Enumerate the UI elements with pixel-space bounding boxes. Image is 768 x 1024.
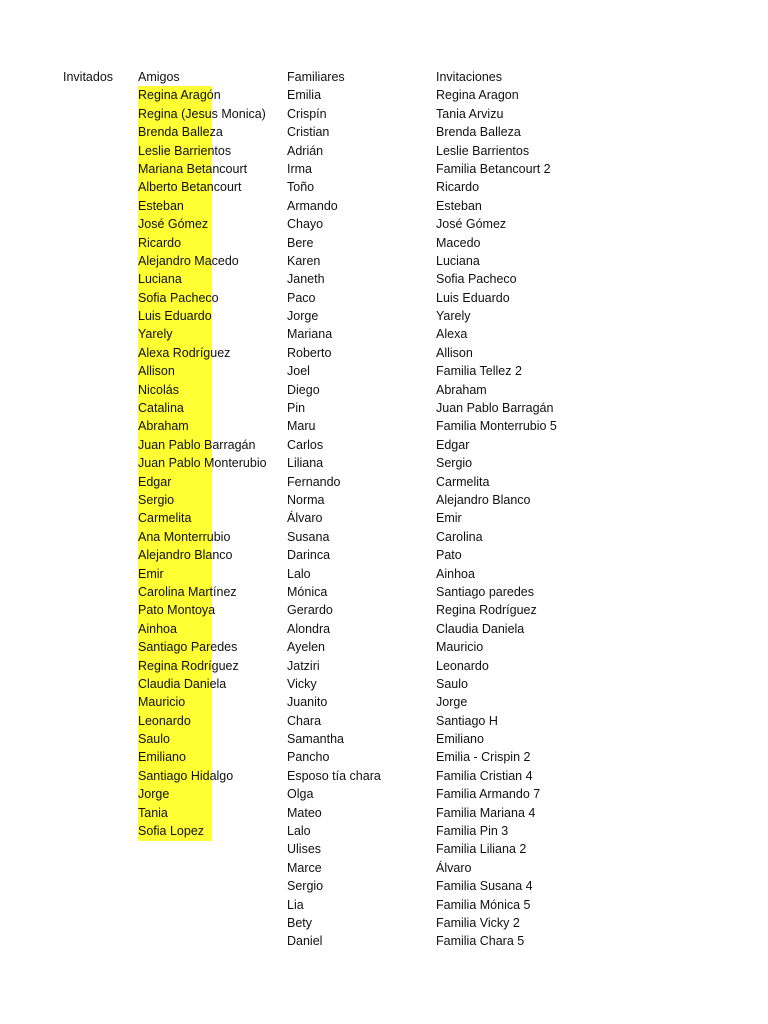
- familiares-row: Álvaro: [287, 511, 323, 526]
- invitaciones-row: Regina Rodríguez: [436, 603, 537, 618]
- amigos-row: Mauricio: [138, 695, 186, 710]
- familiares-row: Mónica: [287, 584, 328, 599]
- familiares-row: Pin: [287, 401, 306, 416]
- invitaciones-row: Regina Aragon: [436, 88, 519, 103]
- familiares-row: Olga: [287, 787, 314, 802]
- familiares-row: Alondra: [287, 621, 331, 636]
- amigos-row: Ainhoa: [138, 621, 177, 636]
- invitaciones-row: Jorge: [436, 695, 468, 710]
- amigos-row: Luis Eduardo: [138, 309, 212, 324]
- familiares-row: Jatziri: [287, 658, 320, 673]
- invitaciones-row: Alexa: [436, 327, 468, 342]
- amigos-row: Nicolás: [138, 382, 179, 397]
- amigos-row: Tania: [138, 805, 168, 820]
- invitaciones-row: Claudia Daniela: [436, 621, 525, 636]
- column-invitaciones: [436, 68, 636, 951]
- column-familiares: [287, 68, 432, 951]
- amigos-row: José Gómez: [138, 217, 209, 232]
- familiares-row: Karen: [287, 253, 321, 268]
- invitaciones-row: Saulo: [436, 676, 468, 691]
- invitaciones-row: Ricardo: [436, 180, 480, 195]
- invitaciones-row: Carolina: [436, 529, 483, 544]
- invitaciones-row: Familia Vicky 2: [436, 915, 520, 930]
- familiares-row: Armando: [287, 198, 338, 213]
- familiares-row: Norma: [287, 492, 325, 507]
- invitaciones-row: Esteban: [436, 198, 482, 213]
- amigos-row: Juan Pablo Barragán: [138, 437, 256, 452]
- familiares-row: Ayelen: [287, 640, 325, 655]
- amigos-row: Allison: [138, 364, 175, 379]
- familiares-row: Adrián: [287, 143, 324, 158]
- familiares-row: Lalo: [287, 824, 311, 839]
- amigos-list: [138, 86, 283, 840]
- familiares-list: [287, 86, 432, 950]
- header-invitaciones: Invitaciones: [436, 70, 503, 84]
- invitaciones-row: Yarely: [436, 309, 471, 324]
- invitaciones-row: Familia Cristian 4: [436, 768, 533, 783]
- familiares-row: Maru: [287, 419, 316, 434]
- familiares-row: Susana: [287, 529, 330, 544]
- amigos-row: Sofia Lopez: [138, 824, 205, 839]
- invitaciones-row: Santiago H: [436, 713, 498, 728]
- familiares-row: Cristian: [287, 125, 330, 140]
- amigos-row: Abraham: [138, 419, 189, 434]
- invitaciones-row: Emir: [436, 511, 462, 526]
- familiares-row: Crispín: [287, 106, 327, 121]
- invitaciones-row: Tania Arvizu: [436, 106, 504, 121]
- amigos-row: Catalina: [138, 401, 184, 416]
- amigos-row: Santiago Hidalgo: [138, 768, 234, 783]
- invitaciones-row: Leonardo: [436, 658, 489, 673]
- familiares-row: Janeth: [287, 272, 325, 287]
- amigos-row: Yarely: [138, 327, 173, 342]
- header-invitados: Invitados: [63, 70, 114, 84]
- familiares-row: Liliana: [287, 456, 324, 471]
- familiares-row: Chara: [287, 713, 322, 728]
- invitaciones-row: Abraham: [436, 382, 487, 397]
- invitaciones-row: Edgar: [436, 437, 470, 452]
- amigos-row: Jorge: [138, 787, 170, 802]
- amigos-row: Alejandro Blanco: [138, 548, 233, 563]
- invitaciones-row: Ainhoa: [436, 566, 475, 581]
- invitaciones-row: Pato: [436, 548, 462, 563]
- amigos-row: Juan Pablo Monterubio: [138, 456, 267, 471]
- amigos-row: Claudia Daniela: [138, 676, 227, 691]
- amigos-row: Regina (Jesus Monica): [138, 106, 266, 121]
- familiares-row: Mateo: [287, 805, 322, 820]
- amigos-row: Edgar: [138, 474, 172, 489]
- amigos-row: Pato Montoya: [138, 603, 216, 618]
- header-familiares: Familiares: [287, 70, 345, 84]
- invitaciones-row: Emilia - Crispin 2: [436, 750, 531, 765]
- invitaciones-row: Macedo: [436, 235, 481, 250]
- invitaciones-row: Familia Monterrubio 5: [436, 419, 557, 434]
- invitaciones-row: Emiliano: [436, 732, 484, 747]
- invitaciones-row: Luis Eduardo: [436, 290, 510, 305]
- invitaciones-row: Familia Susana 4: [436, 879, 533, 894]
- amigos-row: Alexa Rodríguez: [138, 345, 231, 360]
- invitaciones-list: [436, 86, 636, 950]
- invitaciones-row: Santiago paredes: [436, 584, 534, 599]
- familiares-row: Carlos: [287, 437, 324, 452]
- header-amigos: Amigos: [138, 70, 180, 84]
- amigos-row: Leonardo: [138, 713, 191, 728]
- familiares-row: Samantha: [287, 732, 344, 747]
- invitaciones-row: Familia Betancourt 2: [436, 161, 551, 176]
- familiares-row: Sergio: [287, 879, 324, 894]
- amigos-row: Emir: [138, 566, 164, 581]
- invitaciones-row: Carmelita: [436, 474, 490, 489]
- familiares-row: Lia: [287, 897, 304, 912]
- familiares-row: Toño: [287, 180, 315, 195]
- familiares-row: Lalo: [287, 566, 311, 581]
- amigos-row: Sergio: [138, 492, 175, 507]
- amigos-row: Alberto Betancourt: [138, 180, 242, 195]
- amigos-row: Carmelita: [138, 511, 192, 526]
- familiares-row: Marce: [287, 860, 322, 875]
- familiares-row: Bety: [287, 915, 313, 930]
- familiares-row: Vicky: [287, 676, 317, 691]
- amigos-row: Carolina Martínez: [138, 584, 237, 599]
- invitaciones-row: Álvaro: [436, 860, 472, 875]
- familiares-row: Ulises: [287, 842, 322, 857]
- familiares-row: Pancho: [287, 750, 330, 765]
- amigos-row: Sofia Pacheco: [138, 290, 219, 305]
- familiares-row: Irma: [287, 161, 312, 176]
- amigos-row: Brenda Balleza: [138, 125, 223, 140]
- amigos-row: Leslie Barrientos: [138, 143, 232, 158]
- familiares-row: Paco: [287, 290, 316, 305]
- familiares-row: Juanito: [287, 695, 328, 710]
- amigos-row: Regina Rodríguez: [138, 658, 239, 673]
- amigos-row: Luciana: [138, 272, 182, 287]
- familiares-row: Gerardo: [287, 603, 333, 618]
- invitaciones-row: Familia Liliana 2: [436, 842, 527, 857]
- invitaciones-row: Allison: [436, 345, 473, 360]
- column-amigos: [138, 68, 283, 840]
- invitaciones-row: Familia Armando 7: [436, 787, 541, 802]
- column-invitados: [63, 68, 133, 86]
- familiares-row: Roberto: [287, 345, 332, 360]
- invitaciones-row: Sergio: [436, 456, 473, 471]
- invitaciones-row: Familia Mónica 5: [436, 897, 531, 912]
- invitaciones-row: Sofia Pacheco: [436, 272, 517, 287]
- invitaciones-row: Familia Mariana 4: [436, 805, 536, 820]
- familiares-row: Jorge: [287, 309, 319, 324]
- invitaciones-row: Leslie Barrientos: [436, 143, 530, 158]
- invitaciones-row: Familia Chara 5: [436, 934, 525, 949]
- invitaciones-row: Familia Pin 3: [436, 824, 509, 839]
- amigos-row: Ana Monterrubio: [138, 529, 231, 544]
- amigos-row: Santiago Paredes: [138, 640, 238, 655]
- familiares-row: Fernando: [287, 474, 341, 489]
- invitaciones-row: José Gómez: [436, 217, 507, 232]
- amigos-row: Saulo: [138, 732, 170, 747]
- familiares-row: Joel: [287, 364, 310, 379]
- familiares-row: Emilia: [287, 88, 322, 103]
- amigos-row: Esteban: [138, 198, 184, 213]
- invitaciones-row: Mauricio: [436, 640, 484, 655]
- familiares-row: Diego: [287, 382, 320, 397]
- amigos-row: Emiliano: [138, 750, 186, 765]
- amigos-row: Ricardo: [138, 235, 182, 250]
- invitaciones-row: Alejandro Blanco: [436, 492, 531, 507]
- familiares-row: Bere: [287, 235, 314, 250]
- invitaciones-row: Familia Tellez 2: [436, 364, 522, 379]
- amigos-row: Mariana Betancourt: [138, 161, 248, 176]
- familiares-row: Darinca: [287, 548, 331, 563]
- invitaciones-row: Juan Pablo Barragán: [436, 401, 554, 416]
- familiares-row: Daniel: [287, 934, 323, 949]
- invitaciones-row: Brenda Balleza: [436, 125, 521, 140]
- familiares-row: Mariana: [287, 327, 333, 342]
- amigos-row: Alejandro Macedo: [138, 253, 239, 268]
- familiares-row: Chayo: [287, 217, 324, 232]
- familiares-row: Esposo tía chara: [287, 768, 381, 783]
- invitaciones-row: Luciana: [436, 253, 480, 268]
- amigos-row: Regina Aragón: [138, 88, 221, 103]
